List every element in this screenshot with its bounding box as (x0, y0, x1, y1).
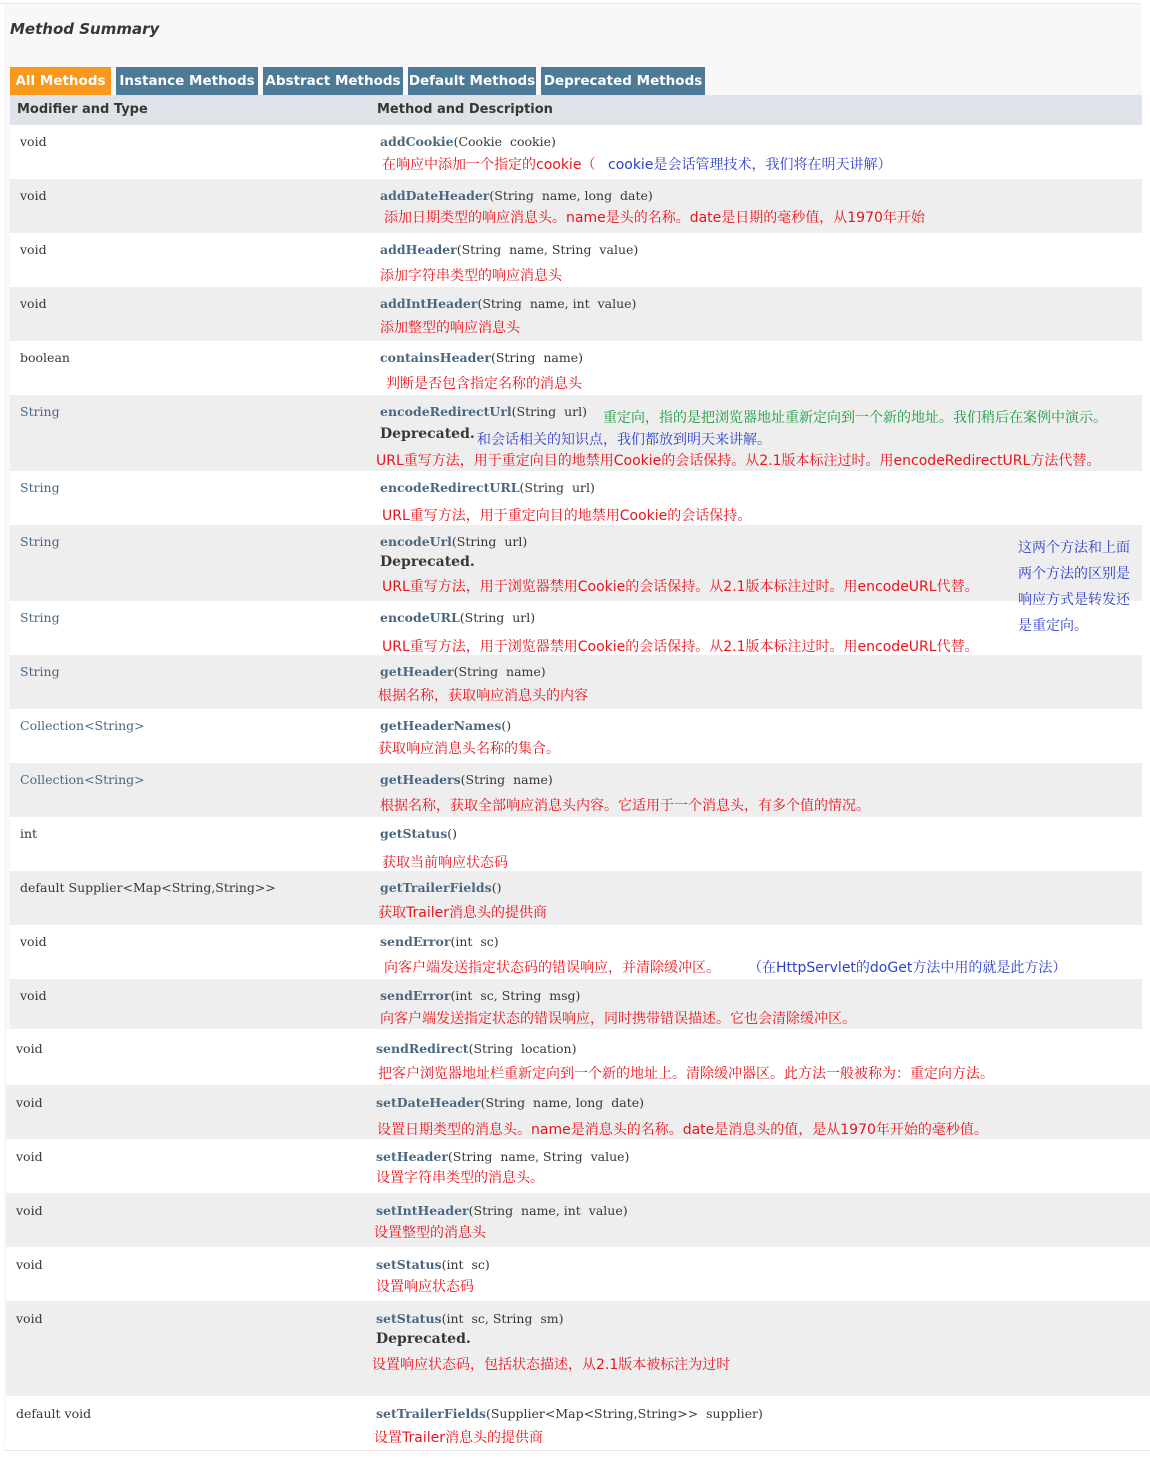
annotation-note: 重定向，指的是把浏览器地址重新定向到一个新的地址。我们稍后在案例中演示。 (603, 410, 1107, 426)
table-row (10, 287, 1142, 341)
column-header-type: Modifier and Type (17, 102, 148, 117)
method-link[interactable]: setStatus (376, 1257, 442, 1272)
annotation-note: 向客户端发送指定状态码的错误响应，并清除缓冲区。 (384, 960, 720, 976)
return-type[interactable]: String (20, 610, 60, 625)
annotation-note: URL重写方法，用于浏览器禁用Cookie的会话保持。从2.1版本标注过时。用encodeURL代替。 (382, 639, 979, 655)
column-header-method: Method and Description (377, 102, 553, 117)
table-row (10, 601, 1142, 655)
annotation-note: （在HttpServlet的doGet方法中用的就是此方法） (748, 960, 1067, 976)
method-signature (376, 1311, 564, 1326)
method-signature (376, 1041, 576, 1056)
method-signature (380, 188, 653, 203)
return-type: int (20, 826, 38, 841)
method-signature (380, 242, 638, 257)
return-type[interactable]: Collection<String> (20, 772, 145, 787)
method-params: (String name) (460, 772, 553, 787)
annotation-note: 设置Trailer消息头的提供商 (374, 1430, 543, 1446)
method-signature (380, 296, 636, 311)
return-type[interactable]: String (20, 404, 60, 419)
return-type: void (20, 188, 47, 203)
annotation-note: URL重写方法，用于重定向目的地禁用Cookie的会话保持。从2.1版本标注过时。用encodeRedirectURL方法代替。 (376, 453, 1101, 469)
table-row (6, 1193, 1150, 1247)
side-annotation-line: 两个方法的区别是 (1018, 566, 1130, 582)
method-link[interactable]: addHeader (380, 242, 457, 257)
return-type: void (20, 134, 47, 149)
return-type: void (20, 934, 47, 949)
method-params: (Supplier<Map<String,String>> supplier) (485, 1406, 763, 1421)
annotation-note: 设置响应状态码 (376, 1279, 474, 1295)
deprecated-label: Deprecated. (380, 426, 475, 442)
section-title: Method Summary (10, 20, 160, 38)
annotation-note: 添加整型的响应消息头 (380, 320, 520, 336)
method-signature (380, 988, 580, 1003)
method-link[interactable]: setIntHeader (376, 1203, 469, 1218)
method-params: (String name, int value) (477, 296, 637, 311)
method-params: (String url) (459, 610, 536, 625)
deprecated-label: Deprecated. (376, 1331, 471, 1347)
return-type: void (16, 1095, 43, 1110)
table-row (10, 655, 1142, 709)
method-params: (String url) (519, 480, 595, 495)
side-annotation-line: 响应方式是转发还 (1018, 592, 1130, 608)
table-row (10, 979, 1142, 1029)
method-link[interactable]: sendError (380, 934, 451, 949)
annotation-note: 判断是否包含指定名称的消息头 (386, 376, 582, 392)
table-row (10, 341, 1142, 395)
annotation-note: 在响应中添加一个指定的cookie（ (382, 157, 596, 173)
tab-instance-methods[interactable]: Instance Methods (116, 67, 258, 95)
return-type[interactable]: Collection<String> (20, 718, 145, 733)
method-signature (380, 772, 553, 787)
method-params: (int sc) (450, 934, 499, 949)
table-row (10, 179, 1142, 233)
deprecated-label: Deprecated. (380, 554, 475, 570)
annotation-note: 设置日期类型的消息头。name是消息头的名称。date是消息头的值，是从1970年开始的毫秒值。 (377, 1122, 988, 1138)
table-row (10, 471, 1142, 525)
method-params: () (501, 718, 512, 733)
method-signature (380, 134, 556, 149)
method-signature (380, 718, 511, 733)
return-type: void (16, 1203, 43, 1218)
method-link[interactable]: setStatus (376, 1311, 442, 1326)
method-params: (String url) (451, 534, 528, 549)
tab-all-methods[interactable]: All Methods (10, 67, 111, 95)
method-params: (int sc, String sm) (441, 1311, 564, 1326)
table-row (6, 1085, 1150, 1139)
annotation-note: 和会话相关的知识点，我们都放到明天来讲解。 (477, 432, 771, 448)
table-row (10, 817, 1142, 871)
annotation-note: 获取当前响应状态码 (382, 855, 508, 871)
method-params: (String name, long date) (480, 1095, 644, 1110)
table-row (6, 1247, 1150, 1301)
return-type: boolean (20, 350, 70, 365)
annotation-note: cookie是会话管理技术，我们将在明天讲解） (608, 157, 892, 173)
table-row (10, 925, 1142, 979)
method-signature (380, 664, 546, 679)
annotation-note: 把客户浏览器地址栏重新定向到一个新的地址上。清除缓冲器区。此方法一般被称为：重定向方法。 (378, 1066, 994, 1082)
method-signature (376, 1095, 644, 1110)
method-params: (String url) (511, 404, 588, 419)
method-params: () (491, 880, 502, 895)
method-signature (380, 404, 587, 419)
annotation-note: URL重写方法，用于浏览器禁用Cookie的会话保持。从2.1版本标注过时。用encodeURL代替。 (382, 579, 979, 595)
annotation-note: 设置响应状态码，包括状态描述，从2.1版本被标注为过时 (372, 1357, 731, 1373)
annotation-note: 设置字符串类型的消息头。 (376, 1170, 544, 1186)
method-params: (int sc) (441, 1257, 490, 1272)
method-link[interactable]: encodeRedirectURL (380, 480, 520, 495)
annotation-note: 获取响应消息头名称的集合。 (378, 741, 560, 757)
annotation-note: 获取Trailer消息头的提供商 (378, 905, 547, 921)
method-link[interactable]: setHeader (376, 1149, 448, 1164)
side-annotation-line: 是重定向。 (1018, 618, 1088, 634)
annotation-note: 添加日期类型的响应消息头。name是头的名称。date是日期的毫秒值，从1970年开始 (384, 210, 925, 226)
return-type: void (20, 242, 47, 257)
method-params: (int sc, String msg) (450, 988, 581, 1003)
table-row (10, 233, 1142, 287)
method-signature (380, 934, 499, 949)
table-row (6, 1139, 1150, 1193)
method-link[interactable]: addCookie (380, 134, 454, 149)
side-annotation-line: 这两个方法和上面 (1018, 540, 1130, 556)
method-params: (String name) (490, 350, 584, 365)
method-signature (380, 826, 457, 841)
method-link[interactable]: containsHeader (380, 350, 491, 365)
method-signature (380, 534, 527, 549)
method-signature (380, 610, 535, 625)
method-link[interactable]: setDateHeader (376, 1095, 481, 1110)
table-row (10, 125, 1142, 179)
table-row (6, 1396, 1150, 1450)
method-link[interactable]: sendRedirect (376, 1041, 469, 1056)
return-type[interactable]: String (20, 534, 60, 549)
annotation-note: 根据名称，获取全部响应消息头内容。它适用于一个消息头，有多个值的情况。 (380, 798, 870, 814)
return-type: default void (16, 1406, 92, 1421)
annotation-note: 设置整型的消息头 (374, 1225, 486, 1241)
return-type: void (16, 1149, 43, 1164)
return-type[interactable]: String (20, 664, 60, 679)
method-link[interactable]: sendError (380, 988, 451, 1003)
method-params: (String name, String value) (447, 1149, 630, 1164)
method-signature (380, 350, 583, 365)
annotation-note: 根据名称，获取响应消息头的内容 (378, 688, 588, 704)
return-type[interactable]: String (20, 480, 60, 495)
tab-abstract-methods[interactable]: Abstract Methods (263, 67, 403, 95)
method-signature (380, 480, 595, 495)
annotation-note: 向客户端发送指定状态的错误响应，同时携带错误描述。它也会清除缓冲区。 (380, 1011, 856, 1027)
table-header-bar (10, 95, 1142, 125)
table-row (6, 1029, 1150, 1085)
return-type: void (16, 1041, 43, 1056)
method-params: (String name) (453, 664, 546, 679)
method-params: (String location) (468, 1041, 577, 1056)
method-signature (376, 1203, 628, 1218)
table-row (10, 709, 1142, 763)
return-type: default Supplier<Map<String,String>> (20, 880, 276, 895)
method-link[interactable]: getStatus (380, 826, 448, 841)
table-row (10, 395, 1142, 471)
method-link[interactable]: getHeaders (380, 772, 461, 787)
return-type: void (16, 1257, 43, 1272)
method-signature (376, 1257, 490, 1272)
tab-deprecated-methods[interactable]: Deprecated Methods (541, 67, 705, 95)
return-type: void (16, 1311, 43, 1326)
method-params: (String name, long date) (489, 188, 653, 203)
side-annotation (1018, 535, 1148, 639)
table-row (10, 871, 1142, 925)
method-link[interactable]: encodeURL (380, 610, 460, 625)
return-type: void (20, 296, 47, 311)
method-signature (380, 880, 501, 895)
table-row (6, 1301, 1150, 1396)
annotation-note: URL重写方法，用于重定向目的地禁用Cookie的会话保持。 (382, 508, 752, 524)
method-params: (String name, int value) (468, 1203, 628, 1218)
bottom-rule (4, 1450, 1150, 1451)
return-type: void (20, 988, 47, 1003)
method-link[interactable]: encodeUrl (380, 534, 452, 549)
method-signature (376, 1406, 763, 1421)
table-row (10, 525, 1142, 601)
method-link[interactable]: getTrailerFields (380, 880, 492, 895)
table-row (10, 763, 1142, 817)
method-link[interactable]: addDateHeader (380, 188, 490, 203)
method-params: () (447, 826, 458, 841)
method-link[interactable]: getHeaderNames (380, 718, 502, 733)
method-link[interactable]: addIntHeader (380, 296, 478, 311)
tab-default-methods[interactable]: Default Methods (408, 67, 536, 95)
method-link[interactable]: setTrailerFields (376, 1406, 486, 1421)
method-params: (String name, String value) (456, 242, 639, 257)
annotation-note: 添加字符串类型的响应消息头 (380, 268, 562, 284)
method-signature (376, 1149, 629, 1164)
method-link[interactable]: encodeRedirectUrl (380, 404, 512, 419)
method-params: (Cookie cookie) (453, 134, 556, 149)
method-link[interactable]: getHeader (380, 664, 454, 679)
